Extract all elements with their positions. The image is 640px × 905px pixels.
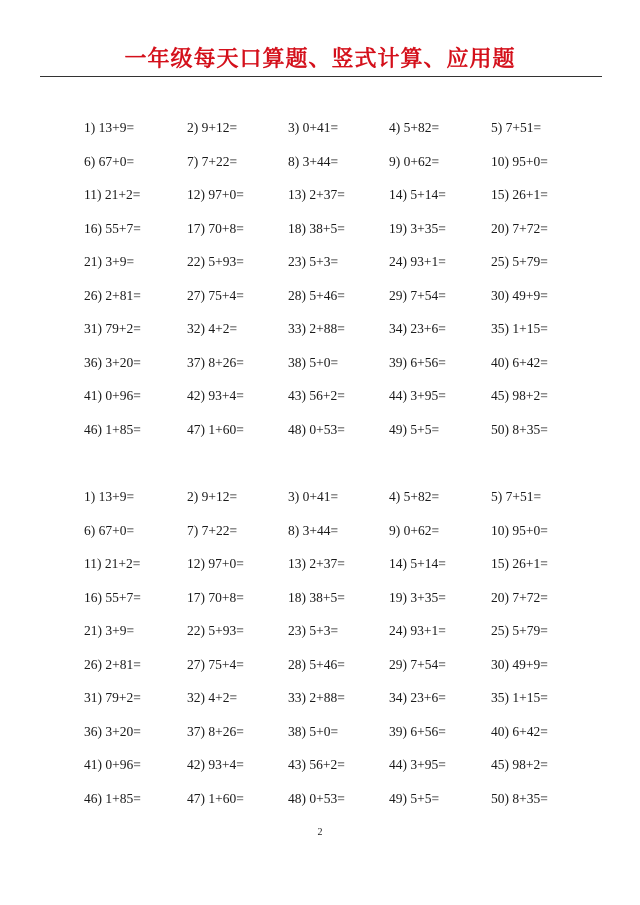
arithmetic-problem: 50) 8+35= <box>491 421 548 437</box>
arithmetic-problem: 29) 7+54= <box>389 656 446 672</box>
arithmetic-problem: 31) 79+2= <box>84 690 141 705</box>
arithmetic-problem: 4) 5+82= <box>389 489 440 504</box>
problem-row <box>84 621 564 655</box>
arithmetic-problem: 26) 2+81= <box>84 656 141 672</box>
arithmetic-problem: 47) 1+60= <box>187 790 244 806</box>
arithmetic-problem: 15) 26+1= <box>491 556 548 571</box>
arithmetic-problem: 2) 9+12= <box>187 489 238 504</box>
arithmetic-problem: 25) 5+79= <box>491 254 548 269</box>
arithmetic-problem: 22) 5+93= <box>187 623 244 638</box>
arithmetic-problem: 6) 67+0= <box>84 153 135 169</box>
arithmetic-problem: 36) 3+20= <box>84 723 141 739</box>
arithmetic-problem: 43) 56+2= <box>288 757 345 772</box>
arithmetic-problem: 19) 3+35= <box>389 589 446 605</box>
arithmetic-problem: 15) 26+1= <box>491 187 548 202</box>
arithmetic-problem: 42) 93+4= <box>187 757 244 772</box>
problem-row <box>84 252 564 286</box>
arithmetic-problem: 2) 9+12= <box>187 120 238 135</box>
arithmetic-problem: 38) 5+0= <box>288 354 339 370</box>
arithmetic-problem: 27) 75+4= <box>187 287 244 303</box>
arithmetic-problem: 13) 2+37= <box>288 187 345 202</box>
arithmetic-problem: 48) 0+53= <box>288 790 345 806</box>
arithmetic-problem: 40) 6+42= <box>491 723 548 739</box>
problem-block-1 <box>84 118 564 453</box>
arithmetic-problem: 16) 55+7= <box>84 220 141 236</box>
arithmetic-problem: 7) 7+22= <box>187 522 238 538</box>
arithmetic-problem: 28) 5+46= <box>288 656 345 672</box>
arithmetic-problem: 41) 0+96= <box>84 388 141 403</box>
arithmetic-problem: 37) 8+26= <box>187 723 244 739</box>
arithmetic-problem: 42) 93+4= <box>187 388 244 403</box>
arithmetic-problem: 9) 0+62= <box>389 153 440 169</box>
arithmetic-problem: 46) 1+85= <box>84 790 141 806</box>
arithmetic-problem: 11) 21+2= <box>84 556 141 571</box>
problem-row <box>84 185 564 219</box>
arithmetic-problem: 31) 79+2= <box>84 321 141 336</box>
arithmetic-problem: 49) 5+5= <box>389 790 440 806</box>
arithmetic-problem: 8) 3+44= <box>288 153 339 169</box>
arithmetic-problem: 33) 2+88= <box>288 321 345 336</box>
arithmetic-problem: 12) 97+0= <box>187 556 244 571</box>
arithmetic-problem: 33) 2+88= <box>288 690 345 705</box>
arithmetic-problem: 3) 0+41= <box>288 120 339 135</box>
problem-row <box>84 118 564 152</box>
arithmetic-problem: 23) 5+3= <box>288 254 339 269</box>
arithmetic-problem: 40) 6+42= <box>491 354 548 370</box>
arithmetic-problem: 36) 3+20= <box>84 354 141 370</box>
arithmetic-problem: 25) 5+79= <box>491 623 548 638</box>
arithmetic-problem: 44) 3+95= <box>389 757 446 772</box>
page-number: 2 <box>317 827 323 838</box>
arithmetic-problem: 39) 6+56= <box>389 723 446 739</box>
arithmetic-problem: 27) 75+4= <box>187 656 244 672</box>
arithmetic-problem: 45) 98+2= <box>491 757 548 772</box>
arithmetic-problem: 21) 3+9= <box>84 623 135 638</box>
problem-row <box>84 789 564 823</box>
arithmetic-problem: 47) 1+60= <box>187 421 244 437</box>
arithmetic-problem: 29) 7+54= <box>389 287 446 303</box>
problem-row <box>84 722 564 756</box>
problem-row <box>84 521 564 555</box>
arithmetic-problem: 35) 1+15= <box>491 690 548 705</box>
arithmetic-problem: 8) 3+44= <box>288 522 339 538</box>
arithmetic-problem: 32) 4+2= <box>187 690 238 705</box>
arithmetic-problem: 17) 70+8= <box>187 220 244 236</box>
arithmetic-problem: 19) 3+35= <box>389 220 446 236</box>
arithmetic-problem: 13) 2+37= <box>288 556 345 571</box>
arithmetic-problem: 38) 5+0= <box>288 723 339 739</box>
arithmetic-problem: 28) 5+46= <box>288 287 345 303</box>
arithmetic-problem: 6) 67+0= <box>84 522 135 538</box>
problem-row <box>84 420 564 454</box>
arithmetic-problem: 21) 3+9= <box>84 254 135 269</box>
arithmetic-problem: 14) 5+14= <box>389 556 446 571</box>
arithmetic-problem: 18) 38+5= <box>288 589 345 605</box>
arithmetic-problem: 10) 95+0= <box>491 522 548 538</box>
arithmetic-problem: 12) 97+0= <box>187 187 244 202</box>
arithmetic-problem: 1) 13+9= <box>84 120 135 135</box>
arithmetic-problem: 20) 7+72= <box>491 220 548 236</box>
arithmetic-problem: 41) 0+96= <box>84 757 141 772</box>
problem-row <box>84 353 564 387</box>
problem-row <box>84 655 564 689</box>
worksheet-title: 一年级每天口算题、竖式计算、应用题 <box>124 46 516 72</box>
arithmetic-problem: 9) 0+62= <box>389 522 440 538</box>
arithmetic-problem: 50) 8+35= <box>491 790 548 806</box>
arithmetic-problem: 14) 5+14= <box>389 187 446 202</box>
arithmetic-problem: 24) 93+1= <box>389 623 446 638</box>
problem-block-2 <box>84 487 564 822</box>
arithmetic-problem: 16) 55+7= <box>84 589 141 605</box>
arithmetic-problem: 11) 21+2= <box>84 187 141 202</box>
arithmetic-problem: 34) 23+6= <box>389 321 446 336</box>
arithmetic-problem: 20) 7+72= <box>491 589 548 605</box>
arithmetic-problem: 44) 3+95= <box>389 388 446 403</box>
problem-row <box>84 554 564 588</box>
arithmetic-problem: 24) 93+1= <box>389 254 446 269</box>
arithmetic-problem: 18) 38+5= <box>288 220 345 236</box>
arithmetic-problem: 30) 49+9= <box>491 287 548 303</box>
arithmetic-problem: 5) 7+51= <box>491 489 542 504</box>
arithmetic-problem: 39) 6+56= <box>389 354 446 370</box>
arithmetic-problem: 45) 98+2= <box>491 388 548 403</box>
arithmetic-problem: 30) 49+9= <box>491 656 548 672</box>
arithmetic-problem: 23) 5+3= <box>288 623 339 638</box>
arithmetic-problem: 48) 0+53= <box>288 421 345 437</box>
arithmetic-problem: 26) 2+81= <box>84 287 141 303</box>
problem-row <box>84 487 564 521</box>
arithmetic-problem: 1) 13+9= <box>84 489 135 504</box>
arithmetic-problem: 43) 56+2= <box>288 388 345 403</box>
arithmetic-problem: 4) 5+82= <box>389 120 440 135</box>
problem-row <box>84 386 564 420</box>
title-underline <box>40 76 602 77</box>
arithmetic-problem: 46) 1+85= <box>84 421 141 437</box>
arithmetic-problem: 35) 1+15= <box>491 321 548 336</box>
arithmetic-problem: 37) 8+26= <box>187 354 244 370</box>
arithmetic-problem: 32) 4+2= <box>187 321 238 336</box>
problem-row <box>84 755 564 789</box>
arithmetic-problem: 34) 23+6= <box>389 690 446 705</box>
arithmetic-problem: 22) 5+93= <box>187 254 244 269</box>
arithmetic-problem: 7) 7+22= <box>187 153 238 169</box>
problem-row <box>84 688 564 722</box>
arithmetic-problem: 10) 95+0= <box>491 153 548 169</box>
problem-row <box>84 286 564 320</box>
problem-row <box>84 588 564 622</box>
arithmetic-problem: 49) 5+5= <box>389 421 440 437</box>
arithmetic-problem: 17) 70+8= <box>187 589 244 605</box>
problem-row <box>84 319 564 353</box>
problem-row <box>84 219 564 253</box>
arithmetic-problem: 3) 0+41= <box>288 489 339 504</box>
problem-row <box>84 152 564 186</box>
arithmetic-problem: 5) 7+51= <box>491 120 542 135</box>
